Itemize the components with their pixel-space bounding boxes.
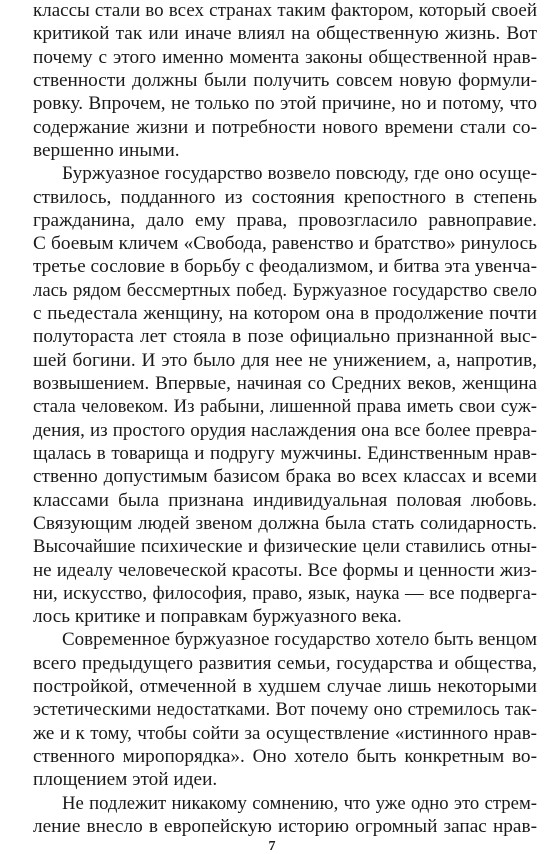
text-line: содержание жизни и потребности нового времени стали со-	[33, 116, 537, 138]
text-line: эстетическими недостатками. Вот почему оно стремилось так-	[33, 699, 537, 721]
text-line: ствилось, подданного из состояния крепостного в степень	[33, 186, 537, 208]
text-line: площением этой идеи.	[33, 769, 218, 791]
text-line: ни, искусство, философия, право, язык, наука — все подверга-	[33, 582, 537, 604]
text-line: дения, из простого орудия наслаждения она все более превра-	[33, 419, 537, 441]
text-line: ственности должны были получить совсем новую формули-	[33, 69, 537, 91]
text-line: полутораста лет стояла в позе официально признанной выс-	[33, 326, 537, 348]
paragraph-first-line: Буржуазное государство возвело повсюду, где оно осуще-	[62, 163, 537, 185]
text-line: постройкой, отмеченной в худшем случае лишь некоторыми	[33, 676, 537, 698]
text-line: вершенно иными.	[33, 139, 180, 161]
text-line: стала человеком. Из рабыни, лишенной права иметь свои суж-	[33, 396, 537, 418]
text-line: ровку. Впрочем, не только по этой причине, но и потому, что	[33, 93, 537, 115]
text-line: с пьедестала женщину, на котором она в продолжение почти	[33, 303, 537, 325]
page-number: 7	[268, 839, 276, 854]
text-line: ственно допустимым базисом брака во всех классах и всеми	[33, 466, 537, 488]
text-line: Высочайшие психические и физические цели ставились отны-	[33, 536, 537, 558]
paragraph-first-line: Не подлежит никакому сомнению, что уже одно это стрем-	[62, 792, 537, 814]
text-line: лось критике и поправкам буржуазного века.	[33, 606, 402, 628]
book-page	[33, 0, 537, 854]
text-line: ление внесло в европейскую историю огромный запас нрав-	[33, 816, 537, 837]
text-line: гражданина, дало ему права, провозгласило равноправие.	[33, 209, 537, 231]
text-line: щалась в товарища и подругу мужчины. Единственным нрав-	[33, 442, 537, 464]
text-line: всего предыдущего развития семьи, государства и общества,	[33, 652, 537, 674]
text-line: третье сословие в борьбу с феодализмом, и битва эта увенча-	[33, 256, 537, 278]
text-line: возвышением. Впервые, начиная со Средних веков, женщина	[33, 373, 537, 395]
text-line: классы стали во всех странах таким фактором, который своей	[33, 0, 537, 21]
text-line: классами была признана индивидуальная половая любовь.	[33, 489, 537, 511]
text-line: лась рядом бессмертных побед. Буржуазное государство свело	[33, 279, 537, 301]
text-line: С боевым кличем «Свобода, равенство и братство» ринулось	[33, 233, 537, 255]
paragraph-first-line: Современное буржуазное государство хотело быть венцом	[62, 629, 537, 651]
text-line: ственного миропорядка». Оно хотело быть конкретным во-	[33, 746, 537, 768]
text-line: критикой так или иначе влиял на общественную жизнь. Вот	[33, 23, 537, 45]
text-line: Связующим людей звеном должна была стать солидарность.	[33, 512, 537, 534]
text-line: же и к тому, чтобы сойти за осуществление «истинного нрав-	[33, 722, 537, 744]
text-line: не идеалу человеческой красоты. Все формы и ценности жиз-	[33, 559, 537, 581]
text-line: почему с этого именно момента законы общественной нрав-	[33, 46, 537, 68]
text-line: шей богини. И это было для нее не унижением, а, напротив,	[33, 349, 537, 371]
